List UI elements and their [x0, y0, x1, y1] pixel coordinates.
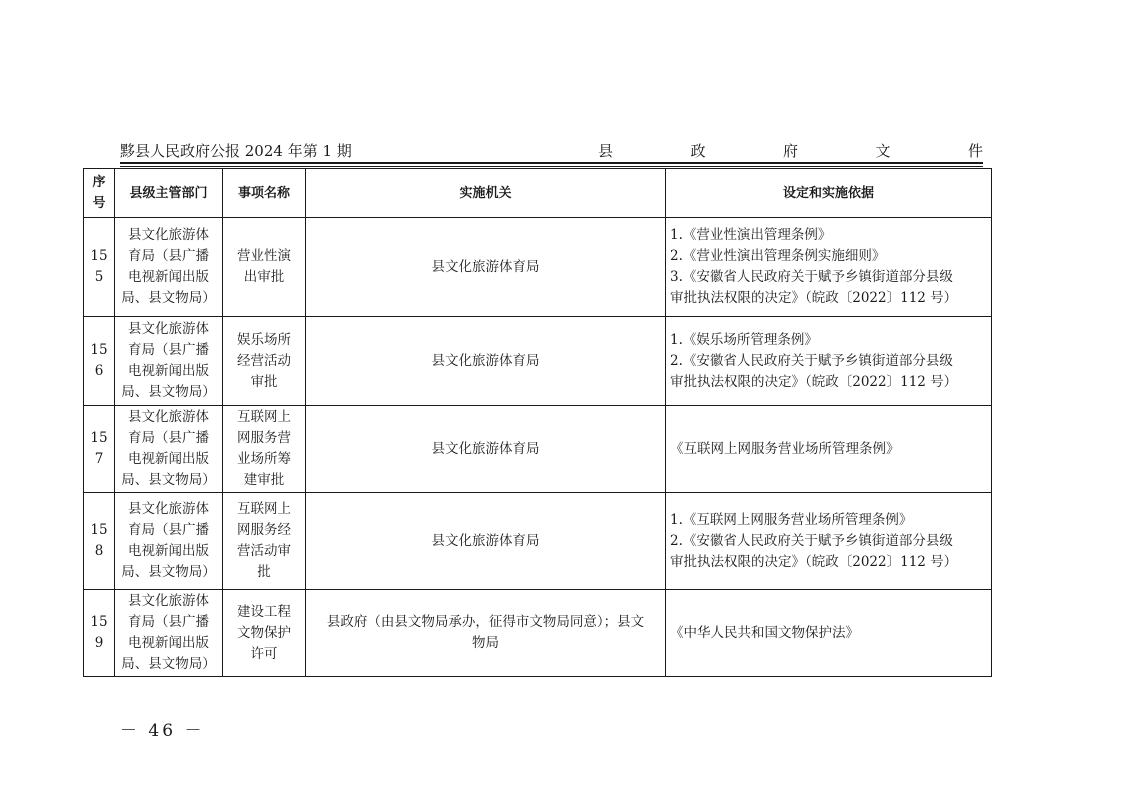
section-title: 县 政 府 文 件 — [598, 142, 983, 160]
basis-cell: 1.《娱乐场所管理条例》 2.《安徽省人民政府关于赋予乡镇街道部分县级 审批执法权限的决定》（皖政〔2022〕112 号） — [666, 317, 992, 406]
seq-cell: 15 7 — [84, 406, 115, 493]
basis-cell: 1.《营业性演出管理条例》 2.《营业性演出管理条例实施细则》 3.《安徽省人民政府关于赋予乡镇街道部分县级 审批执法权限的决定》（皖政〔2022〕112 号） — [666, 218, 992, 317]
item-cell: 娱乐场所 经营活动 审批 — [223, 317, 306, 406]
basis-cell: 《中华人民共和国文物保护法》 — [666, 590, 992, 677]
column-header-agency: 实施机关 — [306, 169, 666, 218]
table-row — [84, 406, 992, 493]
agency-cell: 县文化旅游体育局 — [306, 317, 666, 406]
header-rule-thick — [120, 162, 983, 164]
table-row — [84, 317, 992, 406]
agency-cell: 县文化旅游体育局 — [306, 493, 666, 590]
column-header-seq: 序 号 — [84, 169, 115, 218]
column-header-dept: 县级主管部门 — [115, 169, 223, 218]
column-header-item: 事项名称 — [223, 169, 306, 218]
table-row — [84, 218, 992, 317]
seq-cell: 15 6 — [84, 317, 115, 406]
page-header — [120, 140, 983, 164]
dept-cell: 县文化旅游体 育局（县广播 电视新闻出版 局、县文物局） — [115, 590, 223, 677]
item-cell: 互联网上 网服务经 营活动审 批 — [223, 493, 306, 590]
approval-items-table — [83, 168, 992, 677]
header-rule-thin — [120, 166, 983, 167]
agency-cell: 县文化旅游体育局 — [306, 218, 666, 317]
page-number: － 46 － — [120, 721, 205, 741]
dept-cell: 县文化旅游体 育局（县广播 电视新闻出版 局、县文物局） — [115, 218, 223, 317]
dept-cell: 县文化旅游体 育局（县广播 电视新闻出版 局、县文物局） — [115, 493, 223, 590]
column-header-basis: 设定和实施依据 — [666, 169, 992, 218]
dept-cell: 县文化旅游体 育局（县广播 电视新闻出版 局、县文物局） — [115, 406, 223, 493]
agency-cell: 县文化旅游体育局 — [306, 406, 666, 493]
basis-cell: 《互联网上网服务营业场所管理条例》 — [666, 406, 992, 493]
table-row — [84, 493, 992, 590]
agency-cell: 县政府（由县文物局承办，征得市文物局同意）；县文 物局 — [306, 590, 666, 677]
item-cell: 建设工程 文物保护 许可 — [223, 590, 306, 677]
basis-cell: 1.《互联网上网服务营业场所管理条例》 2.《安徽省人民政府关于赋予乡镇街道部分县级 审批执法权限的决定》（皖政〔2022〕112 号） — [666, 493, 992, 590]
seq-cell: 15 9 — [84, 590, 115, 677]
table-header-row — [84, 169, 992, 218]
dept-cell: 县文化旅游体 育局（县广播 电视新闻出版 局、县文物局） — [115, 317, 223, 406]
item-cell: 互联网上 网服务营 业场所筹 建审批 — [223, 406, 306, 493]
seq-cell: 15 8 — [84, 493, 115, 590]
seq-cell: 15 5 — [84, 218, 115, 317]
table-row — [84, 590, 992, 677]
item-cell: 营业性演 出审批 — [223, 218, 306, 317]
publication-title: 黟县人民政府公报 2024 年第 1 期 — [120, 142, 352, 160]
